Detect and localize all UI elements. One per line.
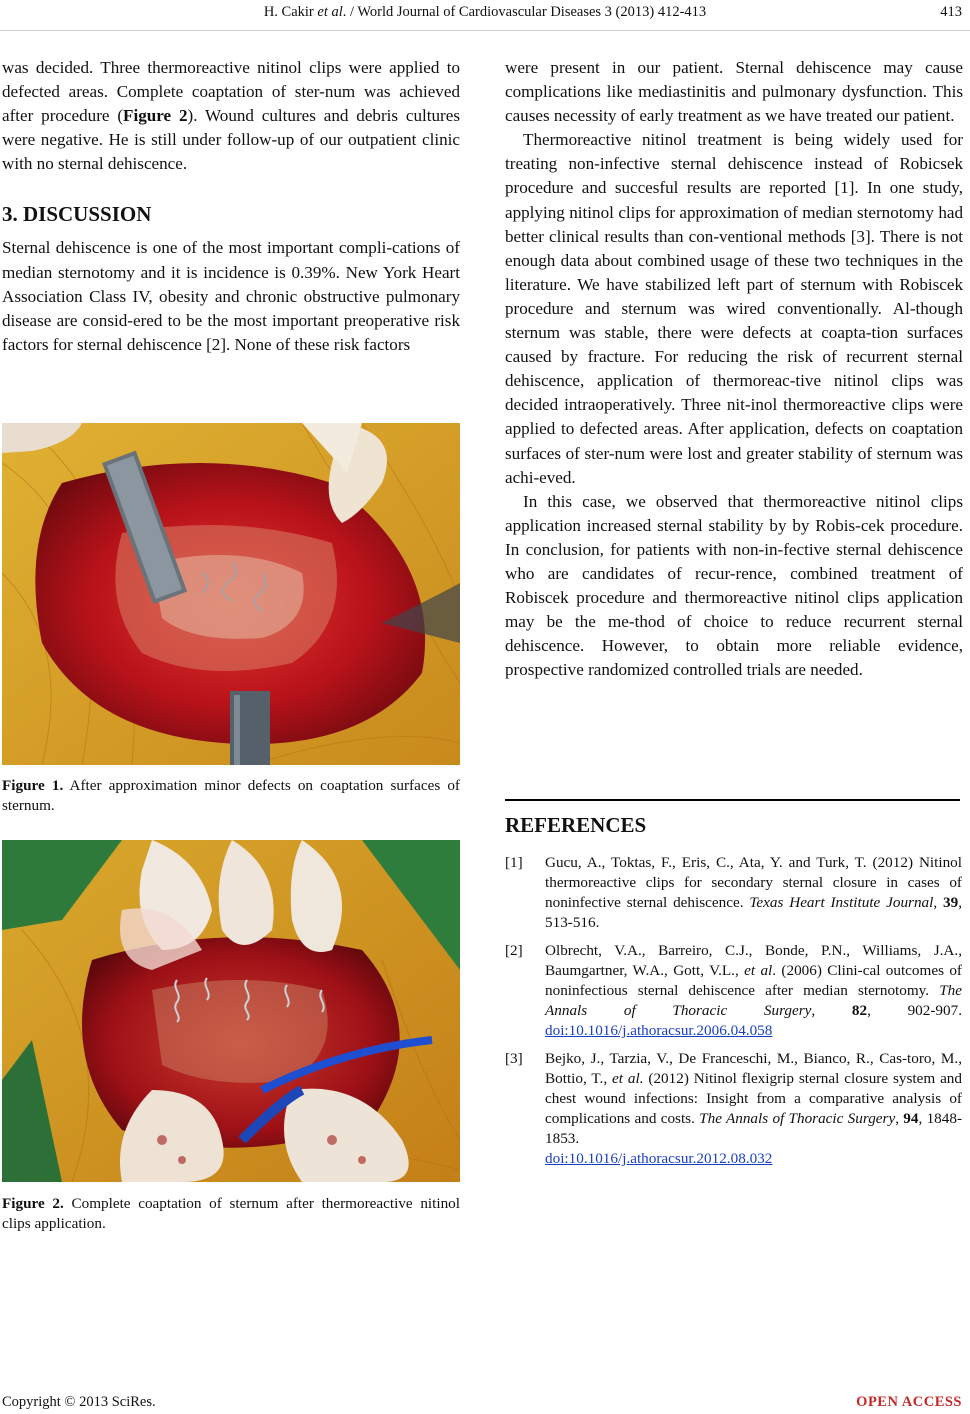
- discussion-paragraph-nitinol: Thermoreactive nitinol treatment is being widely used for treating non-infective sternal dehiscence instead of Robicsek procedure and succesful results are reported [1]. In one study, applying nitinol clips for approximation of median sternotomy had better clinical results than con-ventional methods [3]. There is not enough data about combined usage of these two techniques in the literature. We have stabilized left part of sternum with Robiscek procedure and sternum was wired conventionally. Al-though sternum was stable, there were defects at coapta-tion surfaces caused by fracture. For reducing the risk of recurrent sternal dehiscence, application of thermoreac-tive nitinol clips was decided intraoperatively. Three nit-inol thermoreactive clips were applied to defected areas. After application, defects on coaptation surfaces of ster-num were lost and greater stability of sternum was achi-eved.: [505, 130, 963, 487]
- doi-link[interactable]: doi:10.1016/j.athoracsur.2006.04.058: [545, 1022, 773, 1039]
- figure-1-photo: [2, 423, 460, 765]
- references-divider: [505, 799, 960, 801]
- figure-2-caption: Figure 2. Complete coaptation of sternum after thermoreactive nitinol clips application.: [2, 1195, 460, 1232]
- results-paragraph: was decided. Three thermoreactive nitinol clips were applied to defected areas. Complete coaptation of ster-num was achieved after procedure (Figure 2). Wound cultures and debris cultures were negative. He is still under follow-up of our outpatient clinic with no sternal dehiscence.: [2, 58, 460, 174]
- left-column: [2, 56, 460, 357]
- open-access-badge: OPEN ACCESS: [856, 1394, 962, 1410]
- discussion-paragraph-continued: were present in our patient. Sternal dehiscence may cause complications like mediastinitis and pulmonary dysfunction. This causes necessity of early treatment as we have treated our patient.: [505, 58, 963, 126]
- page-number: 413: [940, 4, 962, 20]
- running-header: [0, 0, 970, 31]
- reference-item: [2] Olbrecht, V.A., Barreiro, C.J., Bonde, P.N., Williams, J.A., Baumgartner, W.A., Gott, V.L., et al. (2006) Clini-cal outcomes of noninfectious sternal dehiscence after median sternotomy. The Annals of Thoracic Surgery, 82, 902-907. doi:10.1016/j.athoracsur.2006.04.058: [505, 942, 962, 1039]
- references-heading: REFERENCES: [505, 813, 647, 837]
- conclusion-paragraph: In this case, we observed that thermoreactive nitinol clips application increased sternal stability by by Robis-cek procedure. In conclusion, for patients with non-in-fective sternal dehiscence who are candidates of recur-rence, combined treatment of Robiscek procedure and thermoreactive nitinol clips application may be the me-thod of choice to reduce recurrent sternal dehiscence. However, to obtain more reliable evidence, prospective randomized controlled trials are needed.: [505, 491, 963, 680]
- doi-link[interactable]: doi:10.1016/j.athoracsur.2012.08.032: [545, 1150, 773, 1167]
- reference-item: [1] Gucu, A., Toktas, F., Eris, C., Ata, Y. and Turk, T. (2012) Nitinol thermoreactive clips for secondary sternal closure in cases of noninfective sternal dehiscence. Texas Heart Institute Journal, 39, 513-516.: [505, 854, 962, 931]
- right-column: [505, 56, 963, 682]
- figure-2-photo: [2, 840, 460, 1182]
- figure-1-caption: Figure 1. After approximation minor defects on coaptation surfaces of sternum.: [2, 777, 460, 814]
- discussion-paragraph: Sternal dehiscence is one of the most important compli-cations of median sternotomy and it is incidence is 0.39%. New York Heart Association Class IV, obesity and chronic obstructive pulmonary disease are consid-ered to be the most important preoperative risk factors for sternal dehiscence [2]. None of these risk factors: [2, 238, 460, 354]
- references-section: [505, 813, 962, 1177]
- surgical-photo-1: [2, 423, 460, 765]
- copyright-notice: Copyright © 2013 SciRes.: [2, 1394, 156, 1410]
- running-title: H. Cakir et al. / World Journal of Cardiovascular Diseases 3 (2013) 412-413: [263, 4, 707, 20]
- section-heading-discussion: 3. DISCUSSION: [2, 202, 152, 227]
- surgical-photo-2: [2, 840, 460, 1182]
- reference-item: [3] Bejko, J., Tarzia, V., De Franceschi, M., Bianco, R., Cas-toro, M., Bottio, T., et al. (2012) Nitinol flexigrip sternal closure system and chest wound infections: Insight from a comparative analysis of complications and costs. The Annals of Thoracic Surgery, 94, 1848-1853. doi:10.1016/j.athoracsur.2012.08.032: [505, 1050, 963, 1167]
